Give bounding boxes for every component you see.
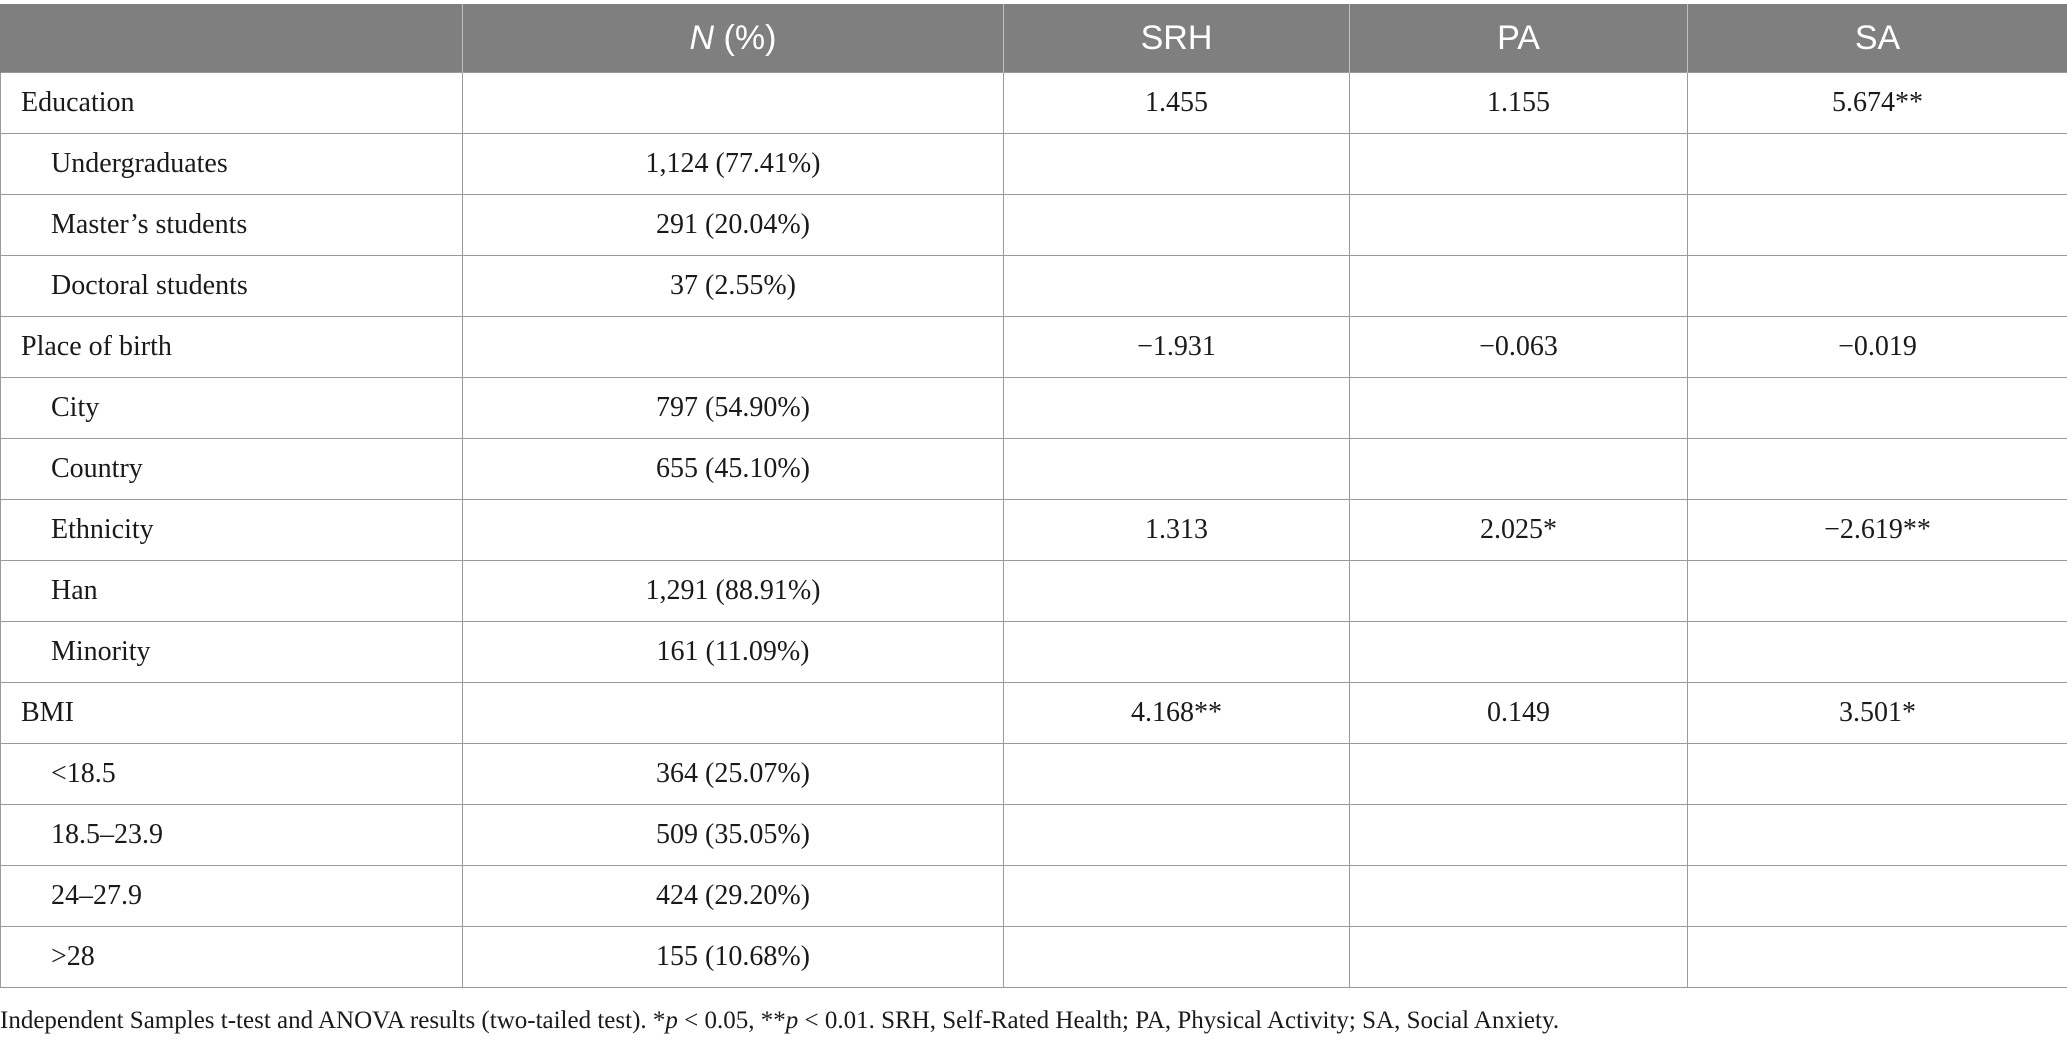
table-row <box>1 256 2067 317</box>
row-label: 18.5–23.9 <box>1 805 463 866</box>
cell-n-percent: 291 (20.04%) <box>463 195 1004 256</box>
header-sa: SA <box>1688 4 2067 73</box>
table-row <box>1 378 2067 439</box>
table-row <box>1 927 2067 988</box>
cell-sa: 5.674** <box>1688 73 2067 134</box>
row-label: Han <box>1 561 463 622</box>
cell-n-percent: 797 (54.90%) <box>463 378 1004 439</box>
cell-n-percent: 509 (35.05%) <box>463 805 1004 866</box>
row-label: Country <box>1 439 463 500</box>
cell-sa: −0.019 <box>1688 317 2067 378</box>
cell-srh: 1.313 <box>1004 500 1350 561</box>
row-label: Master’s students <box>1 195 463 256</box>
cell-srh <box>1004 195 1350 256</box>
cell-pa <box>1350 134 1688 195</box>
footnote-p2: p <box>785 1007 799 1034</box>
table-row <box>1 744 2067 805</box>
cell-n-percent: 655 (45.10%) <box>463 439 1004 500</box>
table-row <box>1 561 2067 622</box>
cell-pa <box>1350 805 1688 866</box>
cell-sa <box>1688 866 2067 927</box>
cell-sa <box>1688 439 2067 500</box>
footnote-part1: Independent Samples t-test and ANOVA results (two-tailed test). * <box>0 1007 666 1034</box>
cell-pa <box>1350 622 1688 683</box>
cell-srh <box>1004 622 1350 683</box>
row-label: Undergraduates <box>1 134 463 195</box>
cell-pa <box>1350 256 1688 317</box>
cell-sa <box>1688 622 2067 683</box>
cell-n-percent <box>463 683 1004 744</box>
cell-pa: 2.025* <box>1350 500 1688 561</box>
cell-srh <box>1004 561 1350 622</box>
cell-srh: −1.931 <box>1004 317 1350 378</box>
row-label: Place of birth <box>1 317 463 378</box>
table-row <box>1 317 2067 378</box>
cell-n-percent <box>463 317 1004 378</box>
header-pa: PA <box>1350 4 1688 73</box>
cell-n-percent: 424 (29.20%) <box>463 866 1004 927</box>
header-percent: (%) <box>714 18 777 57</box>
cell-sa <box>1688 134 2067 195</box>
cell-pa <box>1350 866 1688 927</box>
cell-srh: 4.168** <box>1004 683 1350 744</box>
row-label: BMI <box>1 683 463 744</box>
cell-n-percent: 1,291 (88.91%) <box>463 561 1004 622</box>
row-label: Minority <box>1 622 463 683</box>
table-row <box>1 622 2067 683</box>
cell-n-percent: 1,124 (77.41%) <box>463 134 1004 195</box>
footnote-p1: p <box>665 1007 678 1034</box>
cell-pa: −0.063 <box>1350 317 1688 378</box>
cell-pa: 1.155 <box>1350 73 1688 134</box>
table-row <box>1 195 2067 256</box>
table-row <box>1 866 2067 927</box>
row-label: Education <box>1 73 463 134</box>
header-srh: SRH <box>1004 4 1350 73</box>
table-row <box>1 134 2067 195</box>
table-row <box>1 500 2067 561</box>
table-footnote <box>0 1007 1559 1035</box>
cell-pa <box>1350 378 1688 439</box>
cell-n-percent <box>463 500 1004 561</box>
cell-srh <box>1004 256 1350 317</box>
footnote-part2: < 0.05, ** <box>677 1007 786 1034</box>
cell-n-percent: 364 (25.07%) <box>463 744 1004 805</box>
cell-pa: 0.149 <box>1350 683 1688 744</box>
table-row <box>1 439 2067 500</box>
header-variable <box>1 4 463 73</box>
cell-n-percent: 161 (11.09%) <box>463 622 1004 683</box>
cell-sa: 3.501* <box>1688 683 2067 744</box>
cell-n-percent: 155 (10.68%) <box>463 927 1004 988</box>
cell-srh <box>1004 866 1350 927</box>
cell-sa: −2.619** <box>1688 500 2067 561</box>
cell-pa <box>1350 927 1688 988</box>
cell-n-percent: 37 (2.55%) <box>463 256 1004 317</box>
row-label: City <box>1 378 463 439</box>
footnote-part3: < 0.01. SRH, Self-Rated Health; PA, Physical Activity; SA, Social Anxiety. <box>798 1007 1560 1034</box>
row-label: <18.5 <box>1 744 463 805</box>
results-table-container <box>0 4 2067 988</box>
cell-srh <box>1004 744 1350 805</box>
cell-pa <box>1350 195 1688 256</box>
row-label: Ethnicity <box>1 500 463 561</box>
header-n-symbol: N <box>689 18 715 57</box>
cell-sa <box>1688 805 2067 866</box>
cell-srh <box>1004 378 1350 439</box>
table-body <box>1 73 2067 988</box>
cell-sa <box>1688 256 2067 317</box>
cell-pa <box>1350 744 1688 805</box>
cell-srh: 1.455 <box>1004 73 1350 134</box>
row-label: 24–27.9 <box>1 866 463 927</box>
table-row <box>1 805 2067 866</box>
table-row <box>1 683 2067 744</box>
results-table <box>0 4 2067 988</box>
cell-n-percent <box>463 73 1004 134</box>
cell-srh <box>1004 134 1350 195</box>
cell-sa <box>1688 927 2067 988</box>
cell-sa <box>1688 744 2067 805</box>
cell-pa <box>1350 439 1688 500</box>
row-label: Doctoral students <box>1 256 463 317</box>
cell-sa <box>1688 195 2067 256</box>
cell-srh <box>1004 805 1350 866</box>
cell-sa <box>1688 378 2067 439</box>
table-row <box>1 73 2067 134</box>
cell-sa <box>1688 561 2067 622</box>
header-row <box>1 4 2067 73</box>
header-n-percent <box>463 4 1004 73</box>
cell-srh <box>1004 439 1350 500</box>
cell-srh <box>1004 927 1350 988</box>
cell-pa <box>1350 561 1688 622</box>
row-label: >28 <box>1 927 463 988</box>
